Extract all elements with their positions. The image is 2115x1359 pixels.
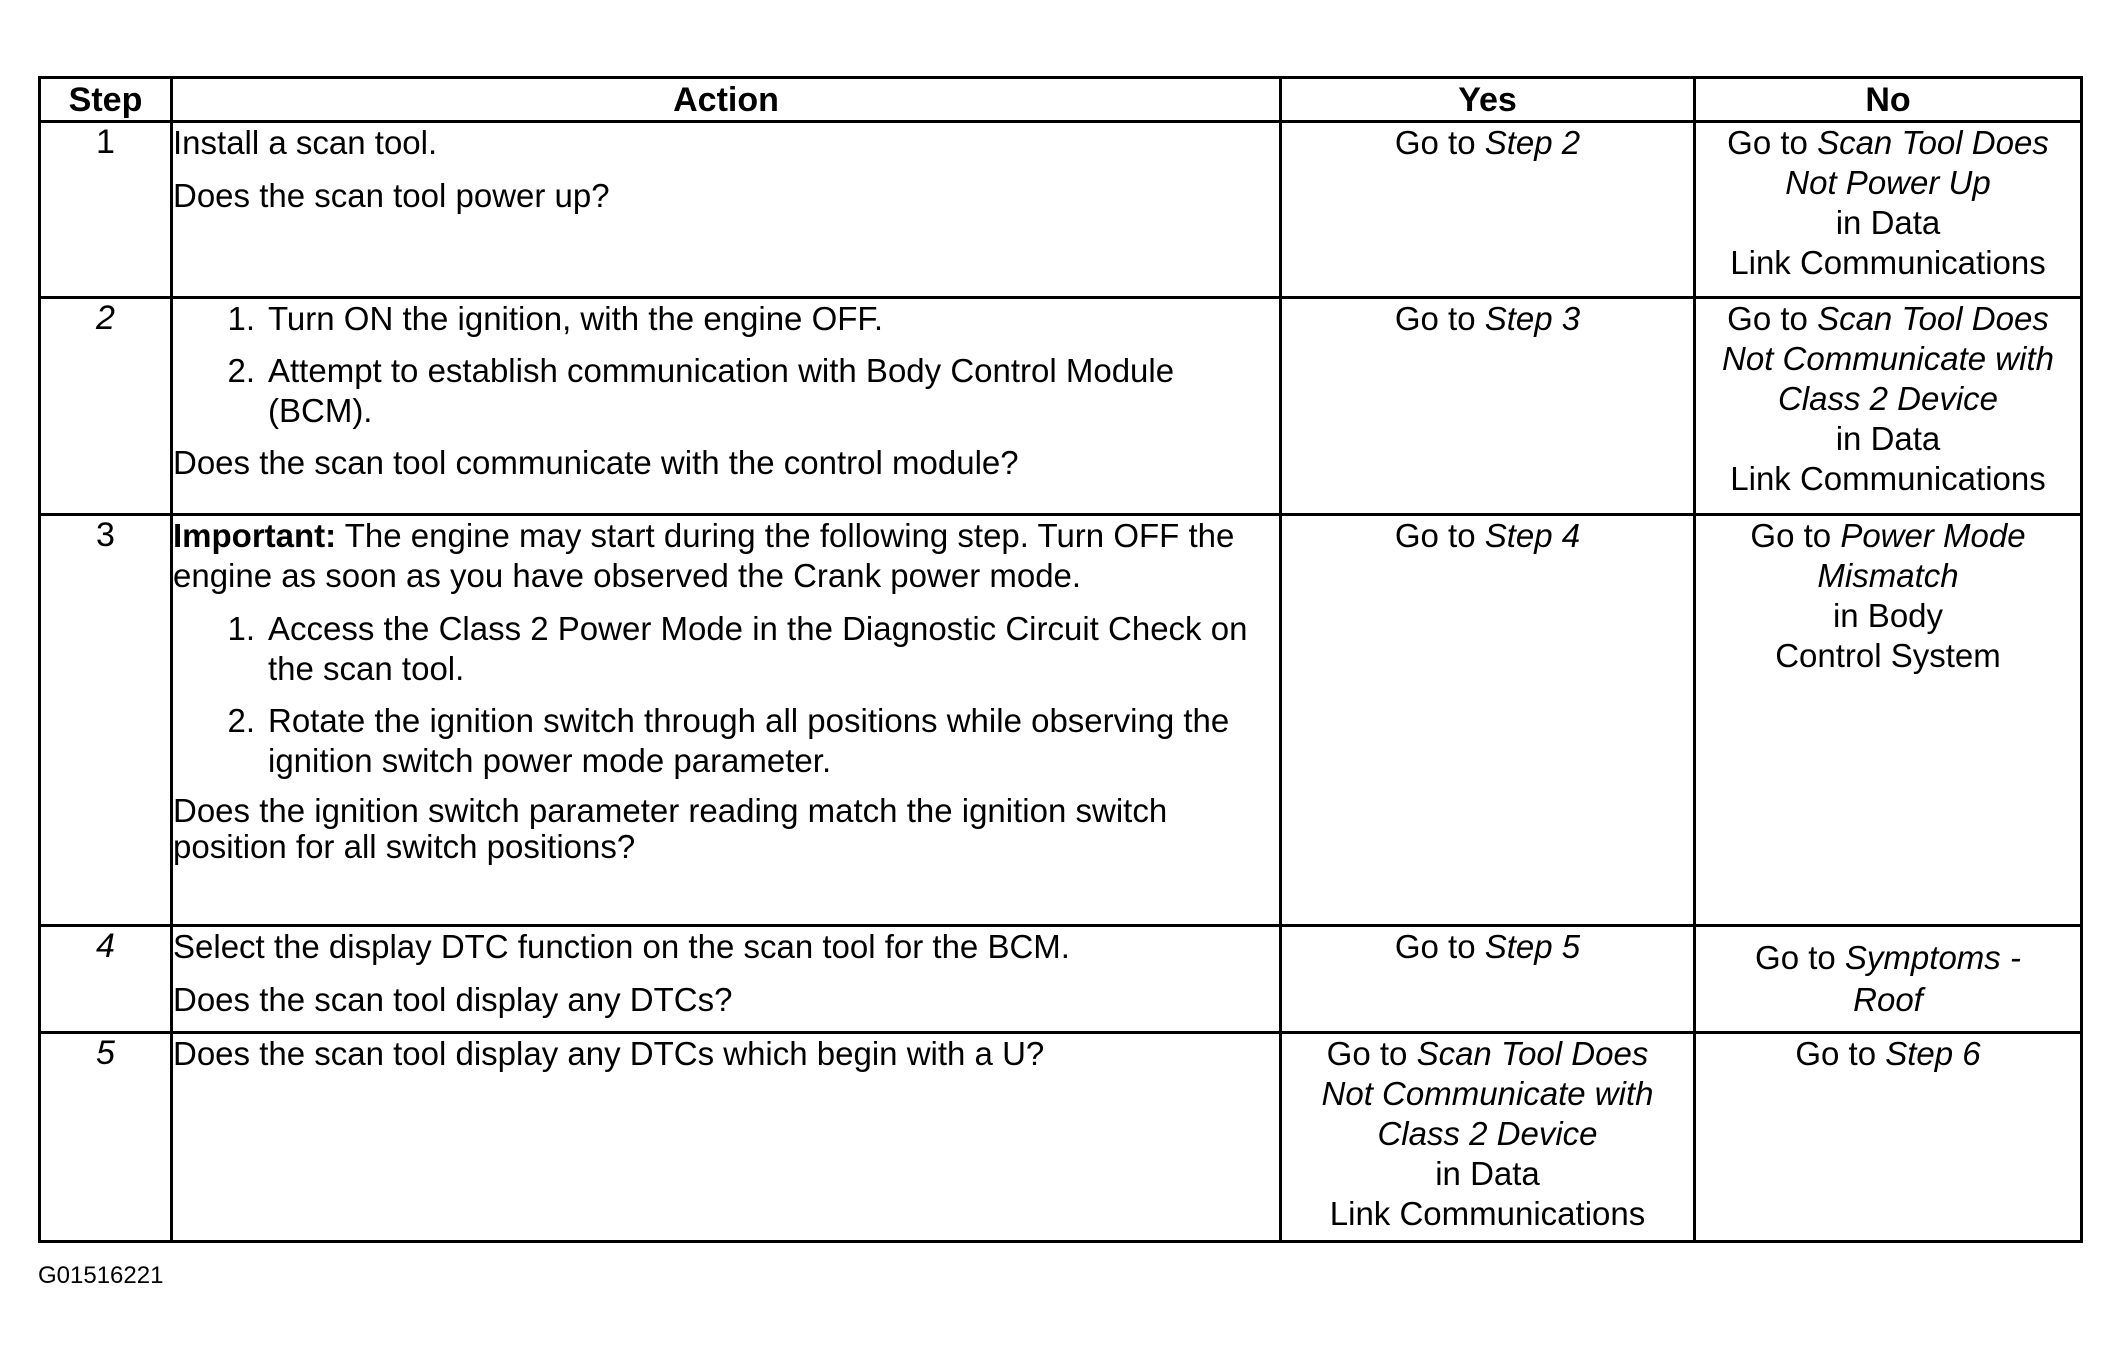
- no-ref-link-cont[interactable]: Not Power Up: [1785, 164, 1991, 201]
- header-no: No: [1695, 78, 2082, 122]
- header-action: Action: [172, 78, 1281, 122]
- no-ref-link-cont[interactable]: Not Communicate with: [1722, 340, 2054, 377]
- yes-suffix: Link Communications: [1329, 1195, 1646, 1232]
- no-suffix: Link Communications: [1730, 244, 2046, 281]
- yes-step-link[interactable]: Step 5: [1484, 928, 1581, 965]
- no-prefix: Go to: [1727, 124, 1818, 161]
- no-ref-link-cont[interactable]: Class 2 Device: [1777, 380, 1999, 417]
- no-step-link[interactable]: Step 6: [1885, 1035, 1981, 1072]
- no-suffix: Control System: [1775, 637, 2001, 674]
- step-number: 2: [40, 298, 172, 515]
- no-prefix: Go to: [1755, 939, 1845, 976]
- no-prefix: Go to: [1750, 517, 1841, 554]
- action-list: [173, 609, 1279, 781]
- yes-ref-link-cont[interactable]: Class 2 Device: [1377, 1115, 1598, 1152]
- important-text: The engine may start during the following step. Turn OFF the engine as soon as you have observed the Crank power mode.: [173, 517, 1235, 594]
- header-step: Step: [40, 78, 172, 122]
- no-cell: [1695, 515, 2082, 926]
- action-cell: [172, 298, 1281, 515]
- action-list: [173, 299, 1279, 431]
- table-row: [40, 1033, 2082, 1242]
- list-item: 1. Access the Class 2 Power Mode in the Diagnostic Circuit Check on the scan tool.: [227, 610, 1248, 687]
- action-question: Does the ignition switch parameter reading match the ignition switch position for all switch positions?: [173, 792, 1168, 865]
- yes-cell: [1281, 515, 1695, 926]
- yes-step-link[interactable]: Step 2: [1484, 124, 1581, 161]
- action-cell: [172, 1033, 1281, 1242]
- no-prefix: Go to: [1727, 300, 1818, 337]
- yes-suffix: in Data: [1435, 1155, 1540, 1192]
- no-cell: [1695, 926, 2082, 1033]
- yes-step-link[interactable]: Step 4: [1484, 517, 1581, 554]
- no-suffix: in Data: [1835, 204, 1941, 241]
- no-cell: [1695, 1033, 2082, 1242]
- no-ref-link[interactable]: Scan Tool Does: [1817, 124, 2049, 161]
- action-cell: [172, 122, 1281, 298]
- no-suffix: Link Communications: [1730, 460, 2046, 497]
- step-number: 1: [40, 122, 172, 298]
- no-suffix: in Body: [1832, 597, 1944, 634]
- action-question: Does the scan tool display any DTCs?: [173, 981, 733, 1018]
- action-question: Does the scan tool power up?: [173, 177, 610, 214]
- no-cell: [1695, 122, 2082, 298]
- action-instruction: Install a scan tool.: [173, 124, 438, 161]
- action-cell: [172, 926, 1281, 1033]
- action-question: Does the scan tool communicate with the control module?: [173, 444, 1019, 481]
- yes-prefix: Go to: [1394, 124, 1485, 161]
- no-ref-link-cont[interactable]: Mismatch: [1817, 557, 1959, 594]
- yes-prefix: Go to: [1394, 517, 1485, 554]
- step-number: 5: [40, 1033, 172, 1242]
- table-row: [40, 298, 2082, 515]
- yes-ref-link[interactable]: Scan Tool Does: [1416, 1035, 1649, 1072]
- table-row: [40, 926, 2082, 1033]
- no-ref-link[interactable]: Scan Tool Does: [1817, 300, 2049, 337]
- step-number: 4: [40, 926, 172, 1033]
- important-label: Important:: [173, 517, 337, 554]
- no-ref-link[interactable]: Power Mode: [1840, 517, 2026, 554]
- header-yes: Yes: [1281, 78, 1695, 122]
- no-suffix: in Data: [1835, 420, 1941, 457]
- action-cell: [172, 515, 1281, 926]
- yes-prefix: Go to: [1394, 300, 1485, 337]
- yes-prefix: Go to: [1394, 928, 1485, 965]
- yes-prefix: Go to: [1326, 1035, 1417, 1072]
- table-row: [40, 122, 2082, 298]
- no-cell: [1695, 298, 2082, 515]
- action-instruction: Select the display DTC function on the scan tool for the BCM.: [173, 928, 1070, 965]
- yes-cell: [1281, 298, 1695, 515]
- diagnostic-table: [38, 76, 2083, 1243]
- yes-cell: [1281, 926, 1695, 1033]
- no-ref-link-cont[interactable]: Roof: [1853, 981, 1923, 1018]
- list-item: 2. Rotate the ignition switch through all positions while observing the ignition switch power mode parameter.: [227, 702, 1230, 779]
- table-row: [40, 515, 2082, 926]
- yes-cell: [1281, 1033, 1695, 1242]
- important-note: [173, 516, 1279, 596]
- figure-id: G01516221: [38, 1262, 164, 1289]
- yes-ref-link-cont[interactable]: Not Communicate with: [1321, 1075, 1654, 1112]
- yes-cell: [1281, 122, 1695, 298]
- action-question: Does the scan tool display any DTCs which begin with a U?: [173, 1035, 1045, 1072]
- no-ref-link[interactable]: Symptoms -: [1844, 939, 2021, 976]
- list-item: 1. Turn ON the ignition, with the engine OFF.: [227, 300, 884, 337]
- no-prefix: Go to: [1795, 1035, 1886, 1072]
- table-header-row: [40, 78, 2082, 122]
- yes-step-link[interactable]: Step 3: [1484, 300, 1581, 337]
- list-item: 2. Attempt to establish communication with Body Control Module (BCM).: [227, 352, 1175, 429]
- step-number: 3: [40, 515, 172, 926]
